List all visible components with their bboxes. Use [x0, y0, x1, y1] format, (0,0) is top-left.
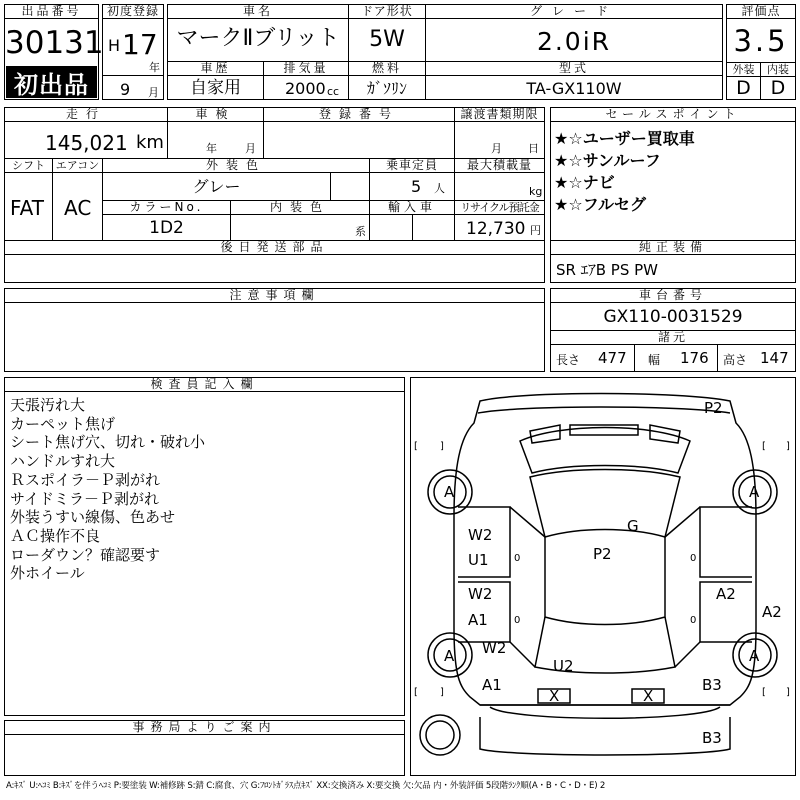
mark-u2: U2	[553, 657, 574, 675]
mark-p2-center: P2	[593, 545, 612, 563]
interior-label: 内装	[761, 63, 795, 77]
mark-a2-right: A2	[716, 585, 736, 603]
transfer-month-unit: 月	[491, 142, 502, 155]
score: 3.5	[733, 24, 789, 58]
bracket-right-bottom-close: ]	[786, 687, 790, 698]
capacity-unit: 人	[434, 182, 445, 195]
exterior-label: 外装	[727, 63, 760, 77]
aircon-label: エアコン	[53, 159, 102, 173]
mileage: 145,021	[45, 131, 128, 155]
registration-year-unit: 年	[149, 61, 160, 74]
bracket-left-bottom: [	[414, 687, 418, 698]
width: 176	[680, 349, 709, 367]
later-parts-label: 後日発送部品	[5, 241, 544, 255]
mark-g: G	[627, 517, 639, 535]
height: 147	[760, 349, 789, 367]
shift-label: シフト	[5, 159, 52, 173]
inspector-label: 検査員記入欄	[5, 378, 404, 392]
details-box	[4, 107, 545, 241]
mark-w2-b: W2	[468, 585, 493, 603]
inspection-month-unit: 月	[245, 142, 256, 155]
chassis-label: 車台番号	[551, 289, 795, 303]
inspector-note: 天張汚れ大	[10, 396, 86, 414]
displacement: 2000	[285, 79, 326, 98]
registration-era: H	[108, 36, 121, 55]
first-registration-label: 初度登録	[103, 5, 163, 19]
mark-a1-bottom: A1	[482, 676, 502, 694]
height-label: 高さ	[723, 353, 748, 367]
bracket-right-top: [	[762, 441, 766, 452]
first-listing-badge-text: 初出品	[14, 70, 89, 99]
bracket-right-top-close: ]	[786, 441, 790, 452]
sales-point-item: ★☆フルセグ	[554, 195, 647, 214]
zero-mark: 0	[690, 553, 697, 564]
mark-b3-bottom: B3	[702, 676, 722, 694]
sales-point-item: ★☆ナビ	[554, 173, 615, 192]
max-load-label: 最大積載量	[455, 159, 544, 173]
inspector-note: ローダウン？確認要す	[10, 545, 161, 564]
inspection-label: 車検	[168, 108, 263, 122]
mark-u1: U1	[468, 551, 489, 569]
mileage-unit: km	[136, 132, 164, 153]
mark-a2-edge: A2	[762, 603, 782, 621]
fuel: ｶﾞｿﾘﾝ	[366, 79, 407, 98]
displacement-unit: cc	[327, 85, 340, 98]
inspector-note: サイドミラ－Ｐ剥がれ	[10, 489, 159, 508]
history-label: 車歴	[168, 62, 263, 76]
exterior-color: グレー	[192, 177, 241, 196]
displacement-label: 排気量	[264, 62, 348, 76]
color-no: 1D2	[149, 218, 184, 238]
inspector-notes	[10, 396, 400, 583]
mark-p2-top: P2	[704, 399, 723, 417]
lot-number-label: 出品番号	[5, 5, 98, 19]
mark-x-left: X	[549, 687, 560, 705]
mark-a-rear-left: A	[444, 647, 455, 665]
equipment-value: SR ｴｱB PS PW	[556, 261, 658, 279]
mark-a-front-left: A	[444, 483, 455, 501]
fuel-label: 燃料	[349, 62, 425, 76]
first-listing-badge	[6, 66, 97, 98]
inspector-note: ハンドルすれ大	[10, 452, 116, 471]
model-code-label: 型式	[426, 62, 722, 76]
sales-points-label: セールスポイント	[551, 108, 795, 122]
inspector-note: ＡＣ操作不良	[10, 526, 101, 545]
registration-month-unit: 月	[148, 86, 159, 99]
legend: A:ｷｽﾞ U:ﾍｺﾐ B:ｷｽﾞを伴うﾍｺﾐ P:要塗装 W:補修跡 S:錆 C:腐食、穴 G:ﾌﾛﾝﾄｶﾞﾗｽ点ｷｽﾞ XX:交換済み X:要交換 欠:欠品 内・外装評価 5段階ﾗﾝｸ順(A・B・C・D・E) 2	[6, 781, 606, 791]
equipment-label: 純正装備	[551, 241, 795, 255]
office-label: 事務局よりご案内	[5, 721, 404, 735]
car-diagram	[410, 377, 796, 776]
mark-w2-a: W2	[468, 526, 493, 544]
mark-x-right: X	[643, 687, 654, 705]
color-no-label: カラーNo.	[103, 201, 230, 215]
model-code: TA-GX110W	[526, 79, 622, 98]
grade: 2.0iR	[536, 27, 612, 56]
door-type: 5W	[369, 27, 405, 52]
aircon: AC	[64, 196, 92, 220]
interior-grade: D	[770, 77, 786, 99]
inspector-note: Ｒスポイラ－Ｐ剥がれ	[10, 470, 161, 489]
recycle-fee: 12,730	[466, 219, 526, 239]
mark-w2-c: W2	[482, 639, 507, 657]
zero-mark: 0	[514, 615, 521, 626]
inspector-note: 外ホイール	[10, 564, 85, 583]
zero-mark: 0	[690, 615, 697, 626]
bracket-left-bottom-close: ]	[440, 687, 444, 698]
registration-year: 17	[122, 28, 158, 61]
score-label: 評価点	[727, 5, 795, 19]
shift: FAT	[10, 196, 45, 220]
sales-point-item: ★☆サンルーフ	[554, 151, 661, 170]
lot-number: 30131	[5, 25, 104, 61]
length-label: 長さ	[556, 353, 581, 367]
mark-a-rear-right: A	[749, 647, 760, 665]
inspection-year-unit: 年	[206, 142, 217, 155]
capacity: 5	[411, 177, 422, 196]
chassis-number: GX110-0031529	[603, 307, 743, 327]
car-name: マークⅡブリット	[176, 26, 340, 51]
transfer-day-unit: 日	[528, 142, 539, 155]
exterior-color-label: 外装色	[103, 159, 369, 173]
registration-month: 9	[120, 80, 131, 99]
recycle-unit: 円	[530, 224, 541, 237]
inspector-note: 外装うすい線傷、色あせ	[10, 508, 176, 527]
bracket-left-top-close: ]	[440, 441, 444, 452]
notes-label: 注意事項欄	[5, 289, 544, 303]
door-type-label: ドア形状	[349, 5, 425, 19]
mark-a1-left: A1	[468, 611, 488, 629]
inspector-note: カーペット焦げ	[10, 414, 116, 433]
bracket-left-top: [	[414, 441, 418, 452]
import-label: 輸入車	[370, 201, 454, 215]
mark-b3-rear: B3	[702, 729, 722, 747]
width-label: 幅	[648, 353, 661, 367]
dims-label: 諸元	[551, 331, 795, 345]
exterior-grade: D	[736, 77, 751, 99]
history: 自家用	[190, 78, 241, 98]
grade-label: グレード	[426, 5, 722, 19]
car-name-label: 車名	[168, 5, 348, 19]
inspector-note: シート焦げ穴、切れ・破れ小	[10, 433, 206, 452]
recycle-label: リサイクル預託金	[455, 201, 544, 215]
capacity-label: 乗車定員	[370, 159, 454, 173]
registration-no-label: 登録番号	[264, 108, 454, 122]
mileage-label: 走行	[5, 108, 167, 122]
bracket-right-bottom: [	[762, 687, 766, 698]
zero-mark: 0	[514, 553, 521, 564]
max-load-unit: kg	[529, 185, 543, 198]
interior-color-label: 内装色	[231, 201, 369, 215]
interior-color-unit: 系	[355, 225, 366, 238]
transfer-deadline-label: 譲渡書類期限	[455, 108, 544, 122]
sales-point-item: ★☆ユーザー買取車	[554, 129, 695, 148]
length: 477	[598, 349, 627, 367]
mark-a-front-right: A	[749, 483, 760, 501]
